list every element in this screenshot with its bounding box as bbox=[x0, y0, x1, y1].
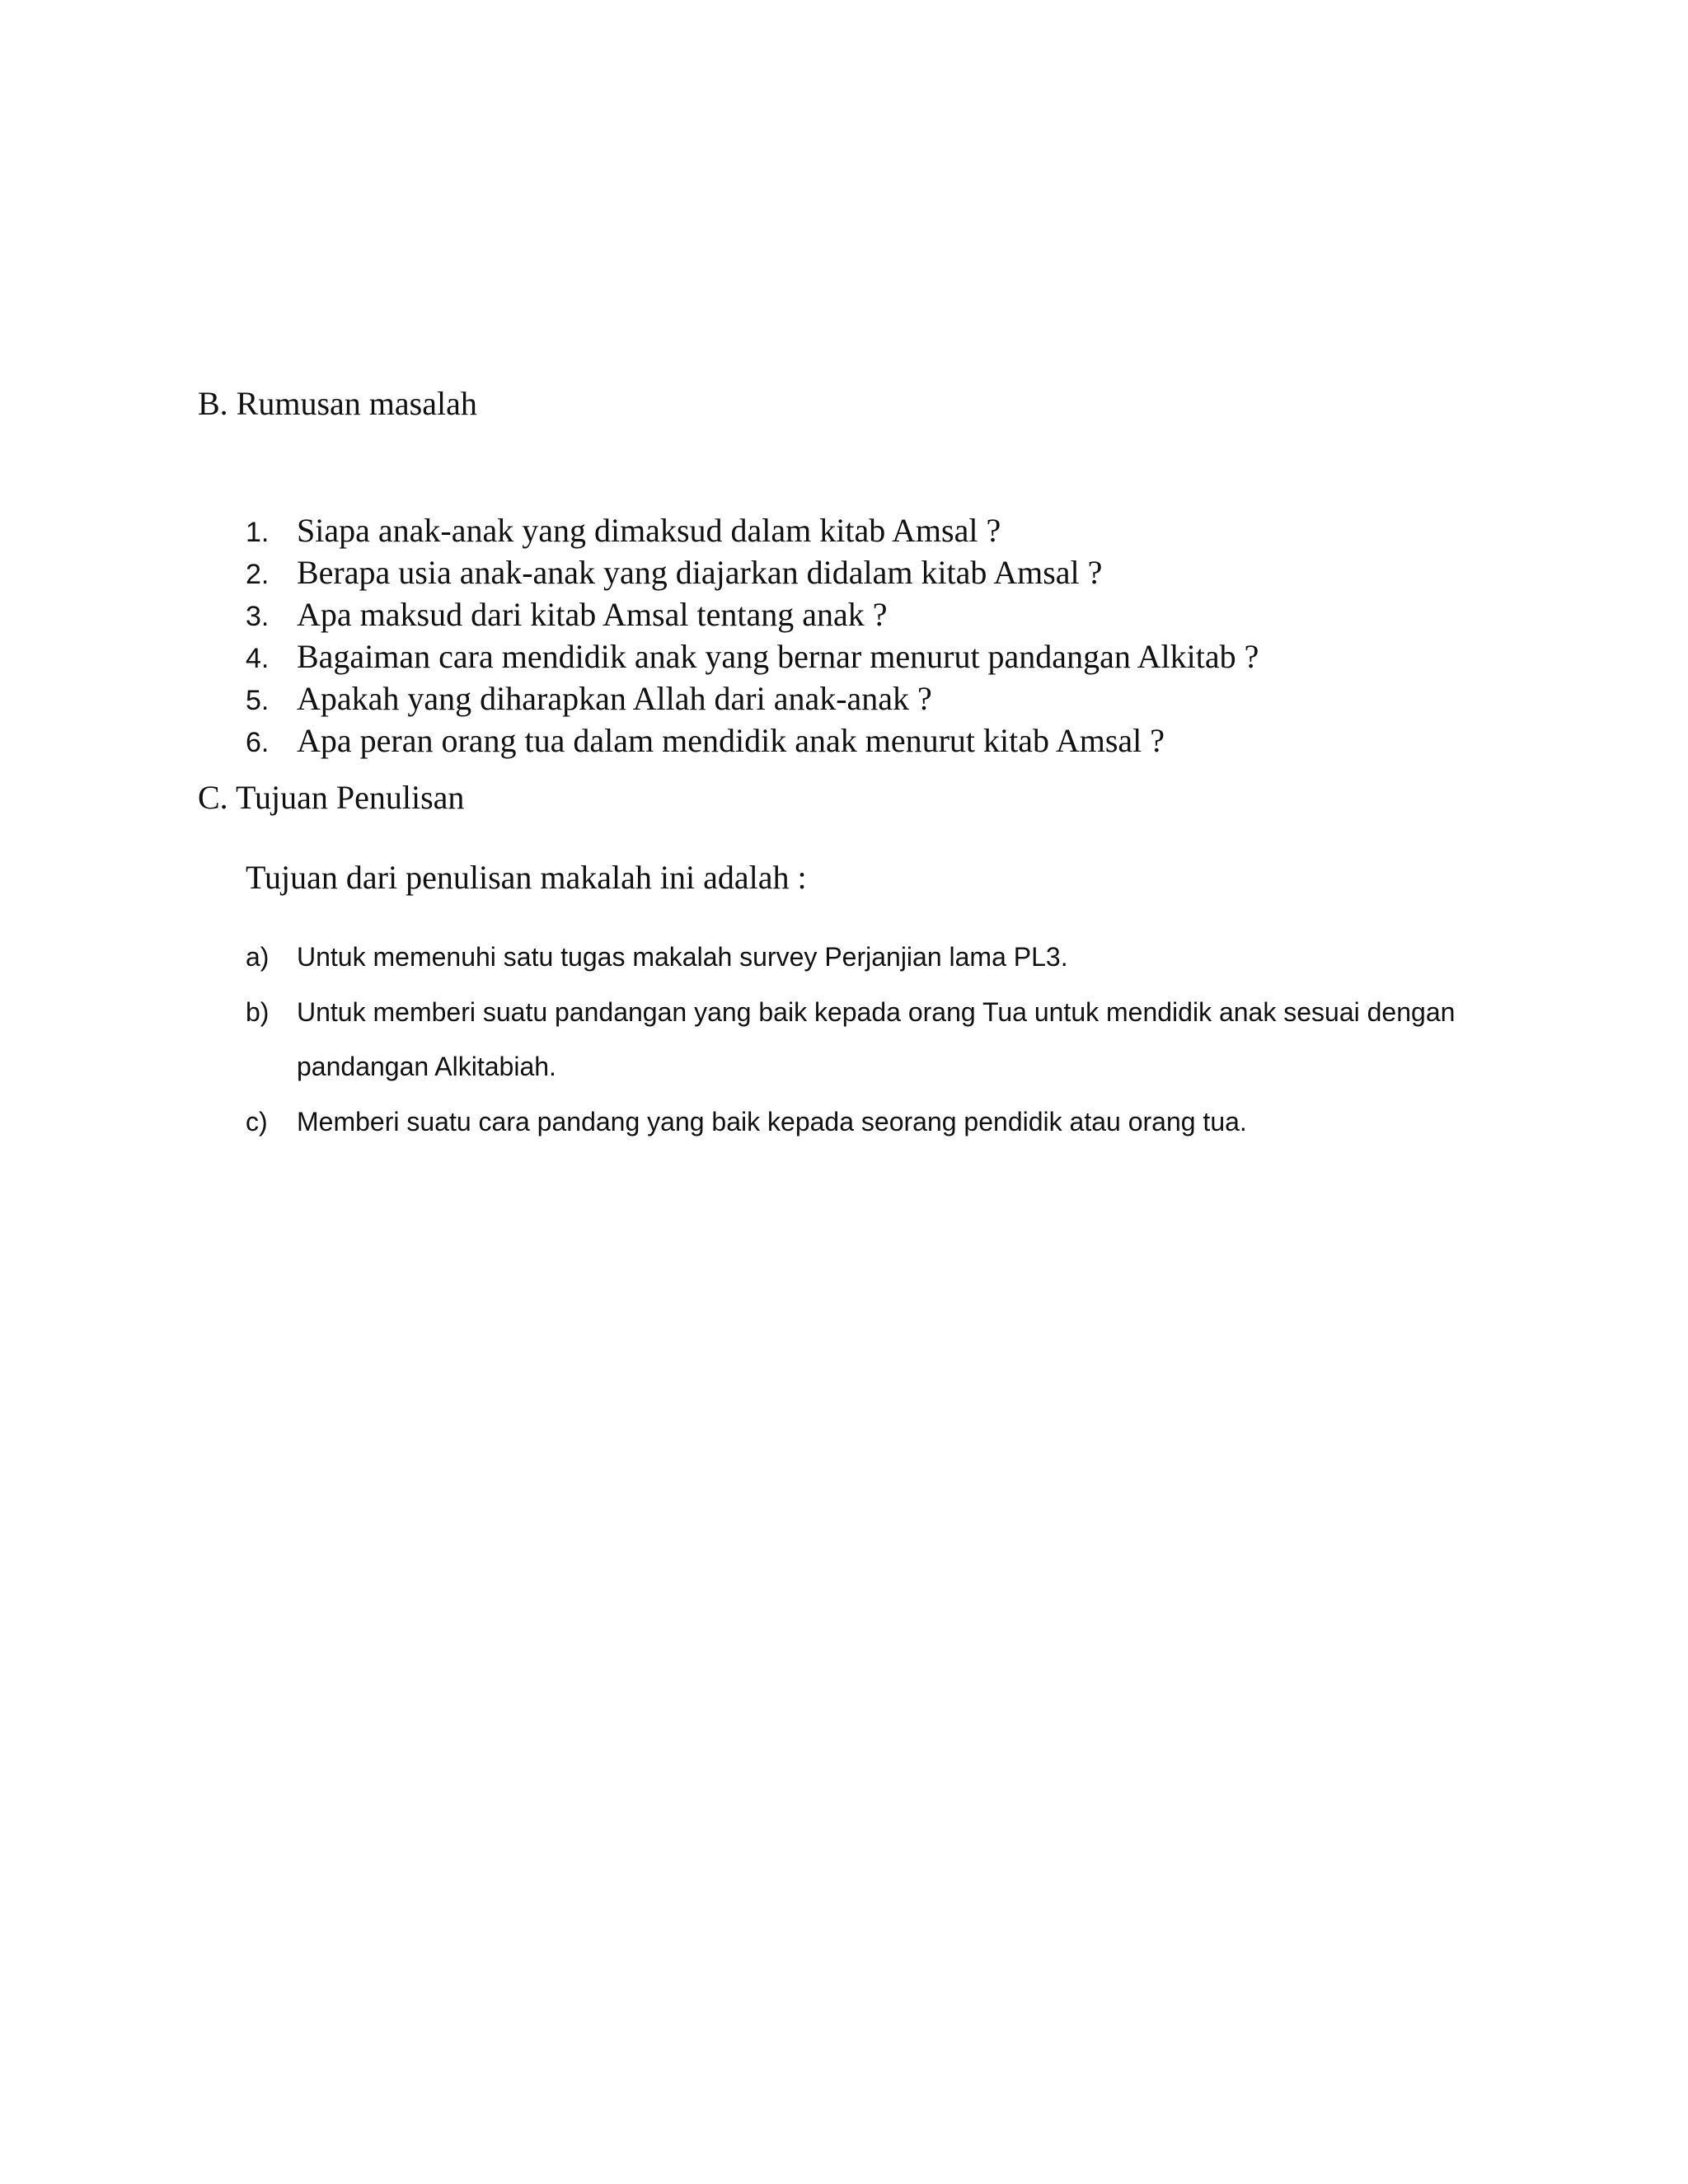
purpose-text: Untuk memenuhi satu tugas makalah survey Perjanjian lama PL3. bbox=[297, 942, 1068, 972]
list-number: 3. bbox=[246, 601, 270, 632]
list-number: 6. bbox=[246, 727, 270, 758]
section-heading-tujuan-penulisan: C. Tujuan Penulisan bbox=[198, 779, 465, 816]
purpose-intro: Tujuan dari penulisan makalah ini adalah : bbox=[246, 859, 807, 896]
list-item-text: Berapa usia anak-anak yang diajarkan didalam kitab Amsal ? bbox=[297, 554, 1103, 591]
purpose-letter: a) bbox=[246, 942, 270, 972]
list-number: 2. bbox=[246, 559, 270, 590]
list-item-text: Apakah yang diharapkan Allah dari anak-anak ? bbox=[297, 680, 932, 717]
purpose-letter: b) bbox=[246, 997, 270, 1027]
list-item-text: Apa maksud dari kitab Amsal tentang anak ? bbox=[297, 596, 888, 633]
list-item-text: Bagaiman cara mendidik anak yang bernar menurut pandangan Alkitab ? bbox=[297, 638, 1259, 675]
list-item-text: Siapa anak-anak yang dimaksud dalam kitab Amsal ? bbox=[297, 512, 1001, 549]
list-item-text: Apa peran orang tua dalam mendidik anak menurut kitab Amsal ? bbox=[297, 722, 1165, 759]
list-number: 1. bbox=[246, 517, 270, 548]
purpose-text: Untuk memberi suatu pandangan yang baik kepada orang Tua untuk mendidik anak sesuai dengan pandangan Alkitabiah. bbox=[297, 997, 1456, 1081]
list-number: 4. bbox=[246, 643, 270, 674]
purpose-letter: c) bbox=[246, 1107, 268, 1137]
section-heading-rumusan-masalah: B. Rumusan masalah bbox=[198, 385, 477, 422]
purpose-text: Memberi suatu cara pandang yang baik kepada seorang pendidik atau orang tua. bbox=[297, 1107, 1247, 1137]
list-number: 5. bbox=[246, 685, 270, 716]
